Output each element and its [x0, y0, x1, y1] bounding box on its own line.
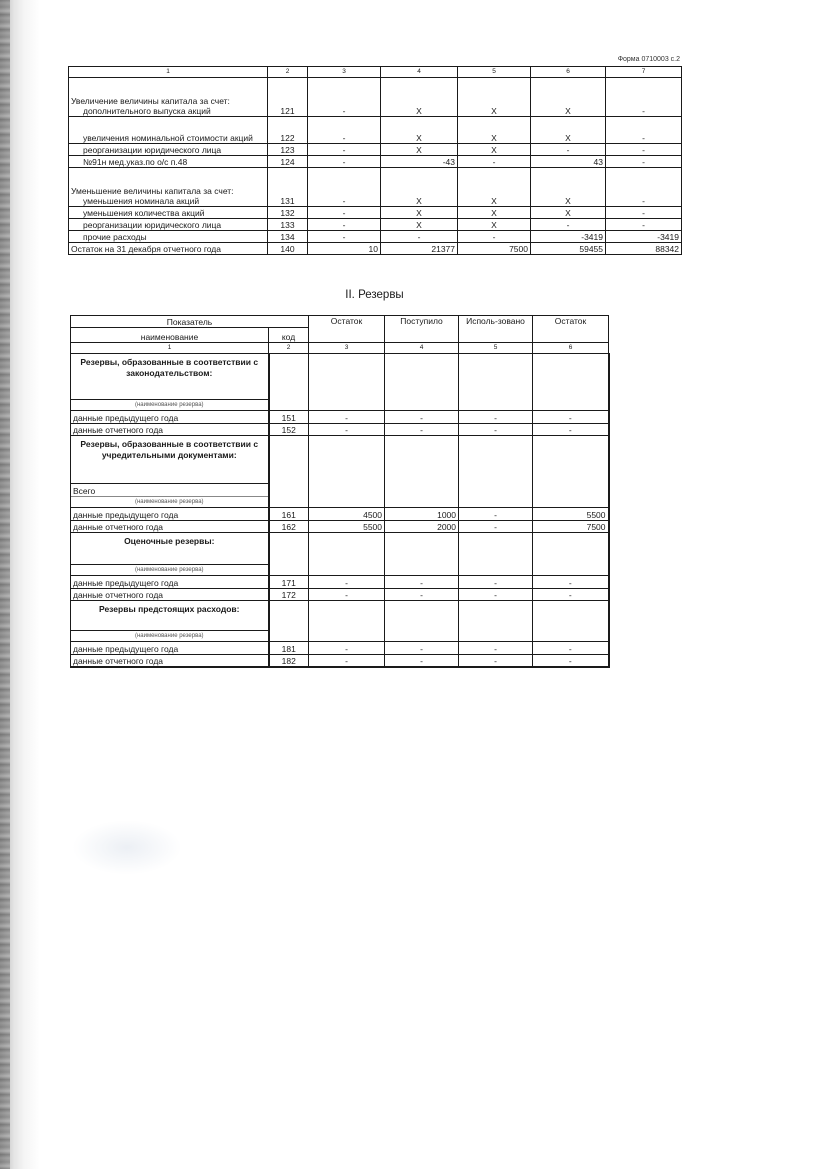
cell: X	[458, 117, 531, 144]
cell: -	[385, 642, 459, 655]
group-heading-row	[71, 533, 609, 565]
table-row	[71, 589, 609, 601]
scan-noise-edge	[0, 0, 10, 1169]
row-code: 182	[269, 655, 309, 668]
table-row	[69, 117, 682, 144]
form-code: Форма 0710003 с.2	[617, 56, 680, 63]
cell: -3419	[606, 231, 682, 243]
cell: X	[381, 207, 458, 219]
row-label: реорганизации юридического лица	[69, 219, 268, 231]
table-row	[69, 168, 682, 207]
row-label: данные отчетного года	[71, 424, 269, 436]
row-code: 172	[269, 589, 309, 601]
index-cell: 3	[309, 343, 385, 354]
cell: X	[531, 168, 606, 207]
cell: 21377	[381, 243, 458, 255]
header-col6: Остаток	[533, 316, 609, 343]
cell: -	[531, 144, 606, 156]
cell: -	[531, 219, 606, 231]
row-label: реорганизации юридического лица	[69, 144, 268, 156]
balance-row	[69, 243, 682, 255]
cell: 7500	[533, 521, 609, 533]
cell: -	[385, 589, 459, 601]
cell: 10	[308, 243, 381, 255]
table-row	[71, 424, 609, 436]
cell: X	[381, 117, 458, 144]
cell: X	[458, 168, 531, 207]
table-row	[71, 655, 609, 668]
value-spacer	[309, 533, 385, 576]
cell: 2000	[385, 521, 459, 533]
cell: -	[533, 655, 609, 668]
cell: -	[606, 117, 682, 144]
value-spacer	[533, 601, 609, 642]
index-cell: 2	[269, 343, 309, 354]
cell: -	[459, 411, 533, 424]
cell: 1000	[385, 508, 459, 521]
cell: X	[458, 144, 531, 156]
table-row	[71, 521, 609, 533]
table-row	[69, 207, 682, 219]
row-label: №91н мед.указ.по о/с п.48	[69, 156, 268, 168]
reserve-name-note: (наименование резерва)	[71, 565, 269, 576]
row-label: данные предыдущего года	[71, 411, 269, 424]
cell: -	[381, 231, 458, 243]
cell: -	[308, 168, 381, 207]
group-subtitle: Всего	[71, 484, 269, 497]
header-row	[71, 316, 609, 328]
group-heading-row	[71, 601, 609, 631]
value-spacer	[385, 601, 459, 642]
table-row	[71, 642, 609, 655]
row-label-text: уменьшения номинала акций	[83, 196, 200, 206]
cell: -	[308, 219, 381, 231]
row-code: 132	[268, 207, 308, 219]
cell: 88342	[606, 243, 682, 255]
cell: X	[381, 219, 458, 231]
group-title: Резервы предстоящих расходов:	[71, 601, 269, 631]
cell: -	[309, 424, 385, 436]
value-spacer	[385, 354, 459, 411]
group-title: Резервы, образованные в соответствии с учредительными документами:	[71, 436, 269, 484]
row-label: данные отчетного года	[71, 521, 269, 533]
row-label: увеличения номинальной стоимости акций	[69, 117, 268, 144]
index-cell: 4	[385, 343, 459, 354]
cell: 43	[531, 156, 606, 168]
cell: -	[309, 642, 385, 655]
cell: -	[308, 156, 381, 168]
row-label	[69, 78, 268, 117]
reserve-name-note: (наименование резерва)	[71, 400, 269, 411]
index-cell: 1	[71, 343, 269, 354]
header-indicator: Показатель	[71, 316, 309, 328]
cell: -43	[381, 156, 458, 168]
table-row	[69, 156, 682, 168]
row-label: уменьшения количества акций	[69, 207, 268, 219]
table-row	[71, 411, 609, 424]
header-code: код	[269, 328, 309, 343]
header-col5: Исполь-зовано	[459, 316, 533, 343]
row-code: 121	[268, 78, 308, 117]
table-row	[69, 231, 682, 243]
scan-stain	[72, 820, 182, 875]
value-spacer	[309, 436, 385, 508]
cell: X	[531, 207, 606, 219]
row-code: 133	[268, 219, 308, 231]
cell: -	[385, 576, 459, 589]
row-code: 140	[268, 243, 308, 255]
group-title: Оценочные резервы:	[71, 533, 269, 565]
code-spacer	[269, 601, 309, 642]
cell: X	[381, 168, 458, 207]
cell: X	[531, 78, 606, 117]
reserve-name-note: (наименование резерва)	[71, 631, 269, 642]
reserves-table	[70, 315, 610, 668]
row-code: 134	[268, 231, 308, 243]
index-cell: 5	[458, 67, 531, 78]
increase-heading: Увеличение величины капитала за счет:	[71, 96, 230, 106]
value-spacer	[309, 601, 385, 642]
row-code: 123	[268, 144, 308, 156]
cell: -	[459, 508, 533, 521]
header-name: наименование	[71, 328, 269, 343]
cell: -3419	[531, 231, 606, 243]
cell: -	[533, 576, 609, 589]
index-cell: 6	[533, 343, 609, 354]
row-code: 122	[268, 117, 308, 144]
code-spacer	[269, 436, 309, 508]
index-row	[69, 67, 682, 78]
cell: -	[458, 156, 531, 168]
cell: -	[308, 207, 381, 219]
cell: -	[606, 207, 682, 219]
index-cell: 4	[381, 67, 458, 78]
row-label: Остаток на 31 декабря отчетного года	[69, 243, 268, 255]
table-row	[69, 144, 682, 156]
table-row	[69, 78, 682, 117]
row-code: 171	[269, 576, 309, 589]
cell: -	[308, 144, 381, 156]
cell: -	[533, 589, 609, 601]
group-heading-row	[71, 354, 609, 400]
cell: -	[309, 655, 385, 668]
cell: -	[533, 424, 609, 436]
value-spacer	[459, 436, 533, 508]
cell: -	[533, 642, 609, 655]
group-title: Резервы, образованные в соответствии с законодательством:	[71, 354, 269, 400]
cell: X	[381, 144, 458, 156]
value-spacer	[385, 436, 459, 508]
row-label: данные предыдущего года	[71, 642, 269, 655]
header-col3: Остаток	[309, 316, 385, 343]
cell: -	[458, 231, 531, 243]
group-heading-row	[71, 436, 609, 484]
section-title: II. Резервы	[345, 289, 404, 301]
value-spacer	[385, 533, 459, 576]
cell: -	[385, 411, 459, 424]
code-spacer	[269, 354, 309, 411]
index-cell: 3	[308, 67, 381, 78]
cell: X	[458, 207, 531, 219]
value-spacer	[459, 354, 533, 411]
cell: -	[606, 144, 682, 156]
cell: 5500	[533, 508, 609, 521]
cell: -	[459, 655, 533, 668]
table-row	[69, 219, 682, 231]
cell: -	[385, 424, 459, 436]
cell: -	[606, 168, 682, 207]
cell: -	[309, 576, 385, 589]
row-label: данные предыдущего года	[71, 576, 269, 589]
row-code: 162	[269, 521, 309, 533]
code-spacer	[269, 533, 309, 576]
table-row	[71, 576, 609, 589]
row-label-text: дополнительного выпуска акций	[83, 106, 211, 116]
value-spacer	[533, 436, 609, 508]
cell: -	[308, 117, 381, 144]
row-code: 181	[269, 642, 309, 655]
row-label: данные отчетного года	[71, 655, 269, 668]
cell: -	[459, 576, 533, 589]
row-code: 151	[269, 411, 309, 424]
cell: -	[309, 589, 385, 601]
index-cell: 6	[531, 67, 606, 78]
index-row	[71, 343, 609, 354]
cell: -	[606, 219, 682, 231]
cell: X	[458, 78, 531, 117]
value-spacer	[533, 354, 609, 411]
cell: -	[459, 424, 533, 436]
cell: 59455	[531, 243, 606, 255]
row-code: 161	[269, 508, 309, 521]
cell: 5500	[309, 521, 385, 533]
row-code: 124	[268, 156, 308, 168]
cell: -	[308, 231, 381, 243]
reserve-name-note: (наименование резерва)	[71, 497, 269, 508]
cell: X	[531, 117, 606, 144]
header-col4: Поступило	[385, 316, 459, 343]
cell: -	[606, 78, 682, 117]
cell: -	[533, 411, 609, 424]
cell: -	[308, 78, 381, 117]
value-spacer	[533, 533, 609, 576]
row-code: 131	[268, 168, 308, 207]
capital-changes-table	[68, 66, 682, 255]
cell: -	[459, 589, 533, 601]
row-code: 152	[269, 424, 309, 436]
value-spacer	[459, 601, 533, 642]
cell: X	[458, 219, 531, 231]
table-row	[71, 508, 609, 521]
cell: -	[459, 642, 533, 655]
value-spacer	[459, 533, 533, 576]
cell: 4500	[309, 508, 385, 521]
row-label: прочие расходы	[69, 231, 268, 243]
index-cell: 1	[69, 67, 268, 78]
cell: X	[381, 78, 458, 117]
row-label: данные отчетного года	[71, 589, 269, 601]
cell: -	[309, 411, 385, 424]
cell: 7500	[458, 243, 531, 255]
value-spacer	[309, 354, 385, 411]
index-cell: 2	[268, 67, 308, 78]
index-cell: 7	[606, 67, 682, 78]
decrease-heading: Уменьшение величины капитала за счет:	[71, 186, 234, 196]
cell: -	[459, 521, 533, 533]
index-cell: 5	[459, 343, 533, 354]
cell: -	[606, 156, 682, 168]
row-label	[69, 168, 268, 207]
row-label: данные предыдущего года	[71, 508, 269, 521]
cell: -	[385, 655, 459, 668]
